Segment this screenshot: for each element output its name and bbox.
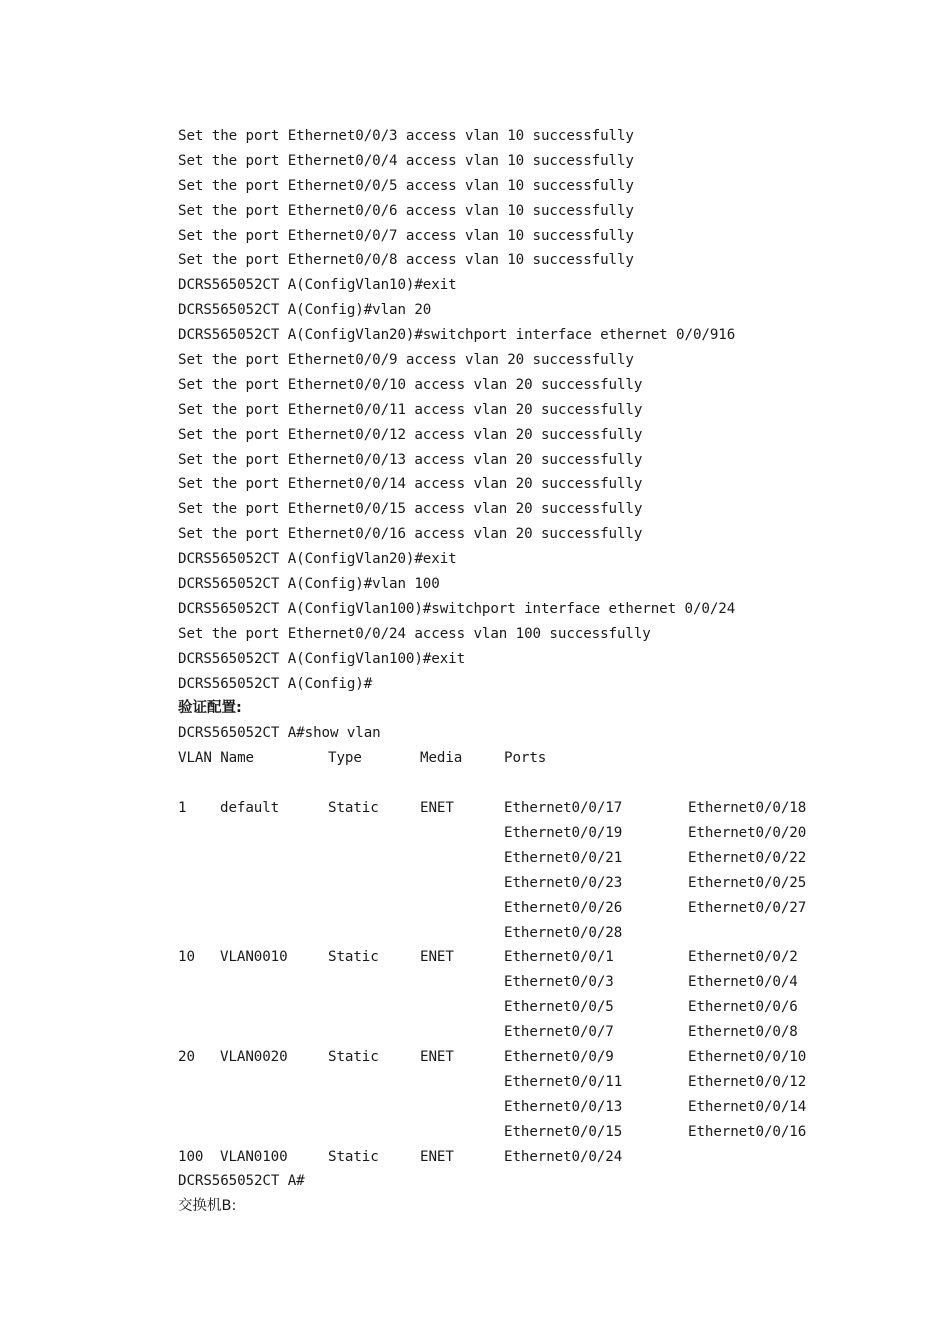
vlan-port-cell: Ethernet0/0/24 bbox=[504, 1148, 623, 1165]
verify-heading: 验证配置: bbox=[178, 700, 242, 717]
log-line: Set the port Ethernet0/0/16 access vlan 20 successfully bbox=[178, 526, 643, 543]
table-row bbox=[178, 921, 878, 946]
vlan-port-cell: Ethernet0/0/16 bbox=[688, 1123, 807, 1140]
vlan-port-cell: Ethernet0/0/26 bbox=[504, 899, 623, 916]
log-line: Set the port Ethernet0/0/3 access vlan 10 successfully bbox=[178, 128, 634, 144]
table-row bbox=[178, 1145, 878, 1170]
log-line: Set the port Ethernet0/0/15 access vlan 20 successfully bbox=[178, 501, 643, 518]
vlan-port-cell: Ethernet0/0/18 bbox=[688, 800, 807, 817]
vlan-media-cell: ENET bbox=[420, 1148, 454, 1165]
table-row bbox=[178, 1045, 878, 1070]
vlan-name-cell: default bbox=[220, 800, 280, 817]
vlan-name-cell: VLAN0020 bbox=[220, 1048, 288, 1065]
vlan-port-cell: Ethernet0/0/4 bbox=[688, 974, 798, 991]
log-line: Set the port Ethernet0/0/8 access vlan 10 successfully bbox=[178, 252, 634, 269]
log-line: Set the port Ethernet0/0/13 access vlan 20 successfully bbox=[178, 451, 643, 468]
vlan-port-cell: Ethernet0/0/22 bbox=[688, 849, 807, 866]
vlan-port-cell: Ethernet0/0/28 bbox=[504, 924, 623, 941]
table-spacer bbox=[178, 771, 878, 796]
vlan-port-cell: Ethernet0/0/27 bbox=[688, 899, 807, 916]
vlan-media-cell: ENET bbox=[420, 800, 454, 817]
vlan-port-cell: Ethernet0/0/2 bbox=[688, 949, 798, 966]
table-row bbox=[178, 846, 878, 871]
vlan-media-cell: ENET bbox=[420, 949, 454, 966]
log-line: Set the port Ethernet0/0/10 access vlan 20 successfully bbox=[178, 376, 643, 393]
vlan-port-cell: Ethernet0/0/10 bbox=[688, 1048, 807, 1065]
vlan-port-cell: Ethernet0/0/13 bbox=[504, 1098, 623, 1115]
vlan-id-cell: 20 bbox=[178, 1048, 195, 1065]
vlan-port-cell: Ethernet0/0/15 bbox=[504, 1123, 623, 1140]
log-line: DCRS565052CT A(Config)#vlan 20 bbox=[178, 302, 432, 319]
document-body bbox=[178, 124, 878, 1219]
log-line: DCRS565052CT A(ConfigVlan20)#exit bbox=[178, 551, 457, 568]
log-line: Set the port Ethernet0/0/9 access vlan 20 successfully bbox=[178, 352, 634, 369]
vlan-port-cell: Ethernet0/0/9 bbox=[504, 1048, 614, 1065]
vlan-port-cell: Ethernet0/0/11 bbox=[504, 1073, 623, 1090]
config-log bbox=[178, 124, 878, 696]
log-line: DCRS565052CT A(ConfigVlan100)#exit bbox=[178, 650, 466, 667]
vlan-name-cell: VLAN0010 bbox=[220, 949, 288, 966]
log-line: Set the port Ethernet0/0/4 access vlan 10 successfully bbox=[178, 152, 634, 169]
log-line: Set the port Ethernet0/0/14 access vlan 20 successfully bbox=[178, 476, 643, 493]
show-vlan-command: DCRS565052CT A#show vlan bbox=[178, 725, 381, 742]
table-row bbox=[178, 945, 878, 970]
vlan-port-cell: Ethernet0/0/21 bbox=[504, 849, 623, 866]
log-line: Set the port Ethernet0/0/5 access vlan 10 successfully bbox=[178, 177, 634, 194]
vlan-type-cell: Static bbox=[328, 949, 379, 966]
log-line: Set the port Ethernet0/0/11 access vlan 20 successfully bbox=[178, 401, 643, 418]
vlan-id-cell: 1 bbox=[178, 800, 187, 817]
vlan-port-cell: Ethernet0/0/23 bbox=[504, 874, 623, 891]
switch-b-heading: 交换机B: bbox=[178, 1198, 237, 1215]
log-line: Set the port Ethernet0/0/7 access vlan 10 successfully bbox=[178, 227, 634, 244]
log-line: DCRS565052CT A(ConfigVlan20)#switchport interface ethernet 0/0/916 bbox=[178, 327, 736, 344]
log-line: Set the port Ethernet0/0/6 access vlan 10 successfully bbox=[178, 202, 634, 219]
vlan-id-cell: 10 bbox=[178, 949, 195, 966]
log-line: DCRS565052CT A(Config)# bbox=[178, 675, 373, 692]
table-row bbox=[178, 1095, 878, 1120]
vlan-name-cell: VLAN0100 bbox=[220, 1148, 288, 1165]
vlan-table bbox=[178, 746, 878, 1169]
table-row bbox=[178, 1070, 878, 1095]
vlan-port-cell: Ethernet0/0/5 bbox=[504, 999, 614, 1016]
vlan-id-cell: 100 bbox=[178, 1148, 204, 1165]
header-vlan-name: VLAN Name bbox=[178, 750, 254, 767]
vlan-media-cell: ENET bbox=[420, 1048, 454, 1065]
log-line: DCRS565052CT A(Config)#vlan 100 bbox=[178, 576, 440, 593]
vlan-port-cell: Ethernet0/0/6 bbox=[688, 999, 798, 1016]
vlan-port-cell: Ethernet0/0/7 bbox=[504, 1024, 614, 1041]
table-row bbox=[178, 995, 878, 1020]
log-line: DCRS565052CT A(ConfigVlan100)#switchport interface ethernet 0/0/24 bbox=[178, 600, 736, 617]
log-line: Set the port Ethernet0/0/12 access vlan 20 successfully bbox=[178, 426, 643, 443]
vlan-table-header bbox=[178, 746, 878, 771]
vlan-type-cell: Static bbox=[328, 1148, 379, 1165]
vlan-port-cell: Ethernet0/0/17 bbox=[504, 800, 623, 817]
table-row bbox=[178, 1020, 878, 1045]
header-media: Media bbox=[420, 750, 463, 767]
log-line: DCRS565052CT A(ConfigVlan10)#exit bbox=[178, 277, 457, 294]
vlan-table-rows bbox=[178, 796, 878, 1169]
header-ports: Ports bbox=[504, 750, 547, 767]
vlan-port-cell: Ethernet0/0/3 bbox=[504, 974, 614, 991]
vlan-type-cell: Static bbox=[328, 800, 379, 817]
header-type: Type bbox=[328, 750, 362, 767]
table-row bbox=[178, 821, 878, 846]
vlan-type-cell: Static bbox=[328, 1048, 379, 1065]
table-row bbox=[178, 1120, 878, 1145]
table-row bbox=[178, 896, 878, 921]
vlan-port-cell: Ethernet0/0/19 bbox=[504, 824, 623, 841]
log-line: Set the port Ethernet0/0/24 access vlan 100 successfully bbox=[178, 625, 651, 642]
vlan-port-cell: Ethernet0/0/14 bbox=[688, 1098, 807, 1115]
vlan-port-cell: Ethernet0/0/12 bbox=[688, 1073, 807, 1090]
vlan-port-cell: Ethernet0/0/25 bbox=[688, 874, 807, 891]
vlan-port-cell: Ethernet0/0/1 bbox=[504, 949, 614, 966]
table-row bbox=[178, 871, 878, 896]
table-row bbox=[178, 970, 878, 995]
vlan-port-cell: Ethernet0/0/8 bbox=[688, 1024, 798, 1041]
vlan-port-cell: Ethernet0/0/20 bbox=[688, 824, 807, 841]
prompt-line: DCRS565052CT A# bbox=[178, 1173, 305, 1190]
table-row bbox=[178, 796, 878, 821]
